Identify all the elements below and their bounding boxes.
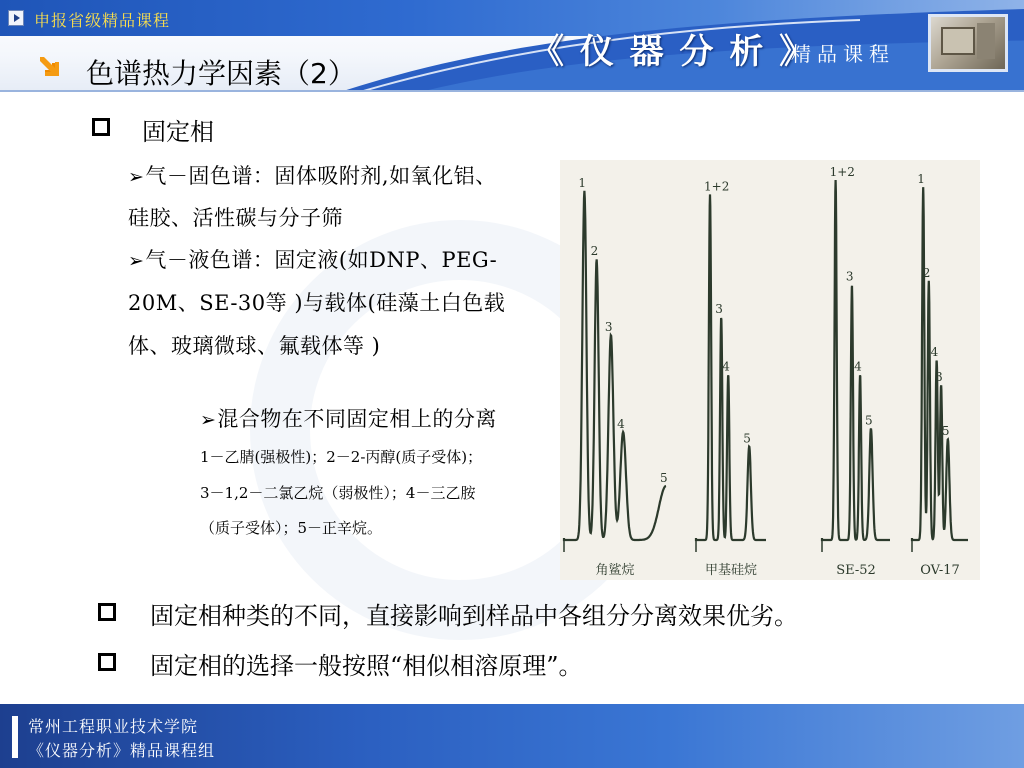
square-bullet-icon [98,603,116,621]
peak-label: 1+2 [704,179,730,194]
mix-heading [200,403,497,433]
body-line: 体、玻璃微球、氟载体等 ) [128,334,381,358]
square-bullet-icon [92,118,110,136]
column-label: 甲基硅烷 [704,563,758,578]
arrow-down-right-icon [38,54,64,80]
footer-institution: 常州工程职业技术学院 [28,717,199,736]
peak-label: 2 [590,244,599,259]
mix-note: （质子受体）；5－正辛烷。 [200,519,383,537]
header-photo [928,14,1008,72]
bottom-point: 固定相种类的不同，直接影响到样品中各组分分离效果优劣。 [150,602,798,630]
chromatogram-background [560,160,980,580]
peak-label: 5 [941,424,950,439]
mix-note: 1－乙腈(强极性)；2－2-丙醇(质子受体)； [200,448,483,466]
arrow-bullet-icon: ➢ [128,166,145,188]
footer-group: 《仪器分析》精品课程组 [28,741,216,760]
body-line-text: 气－固色谱：固体吸附剂,如氧化铝、 [145,164,497,188]
peak-label: 1 [917,172,925,187]
body-line: 硅胶、活性碳与分子筛 [128,206,343,230]
footer-bar [12,716,18,758]
column-label: SE-52 [836,563,876,578]
peak-label: 1+2 [829,165,855,179]
course-title: 《 仪 器 分 析 》 [530,32,816,72]
play-square-icon [8,10,24,26]
peak-label: 3 [604,319,613,334]
peak-label: 5 [743,431,751,446]
arrow-bullet-icon: ➢ [200,409,217,431]
course-subtitle: 精品课程 [791,42,895,66]
peak-label: 3 [845,269,854,284]
peak-label: 5 [864,413,873,428]
section-heading: 固定相 [142,118,214,146]
peak-label: 3 [935,370,943,385]
body-line: 20M、SE-30等 )与载体(硅藻土白色载 [128,291,506,315]
peak-label: 2 [922,265,931,280]
chromatogram-figure [560,160,980,580]
brand-label: 申报省级精品课程 [34,11,171,30]
square-bullet-icon [98,653,116,671]
body-line-text: 气－液色谱：固定液(如DNP、PEG- [145,248,498,272]
column-label: 角鲨烷 [595,563,635,578]
mix-heading-text: 混合物在不同固定相上的分离 [217,407,497,431]
column-label: OV-17 [920,563,960,578]
page-title: 色谱热力学因素（2） [86,57,356,90]
peak-label: 3 [715,301,723,316]
peak-label: 5 [660,471,668,485]
bottom-point: 固定相的选择一般按照“相似相溶原理”。 [150,652,583,680]
body-line [128,160,497,190]
arrow-bullet-icon: ➢ [128,250,145,272]
peak-label: 4 [930,345,939,359]
footer [0,704,1024,768]
mix-note: 3－1,2－二氯乙烷（弱极性）；4－三乙胺 [200,484,476,502]
body-line [128,244,497,274]
peak-label: 1 [578,175,587,190]
peak-label: 4 [854,359,862,374]
peak-label: 4 [722,359,730,374]
peak-label: 4 [617,417,625,431]
